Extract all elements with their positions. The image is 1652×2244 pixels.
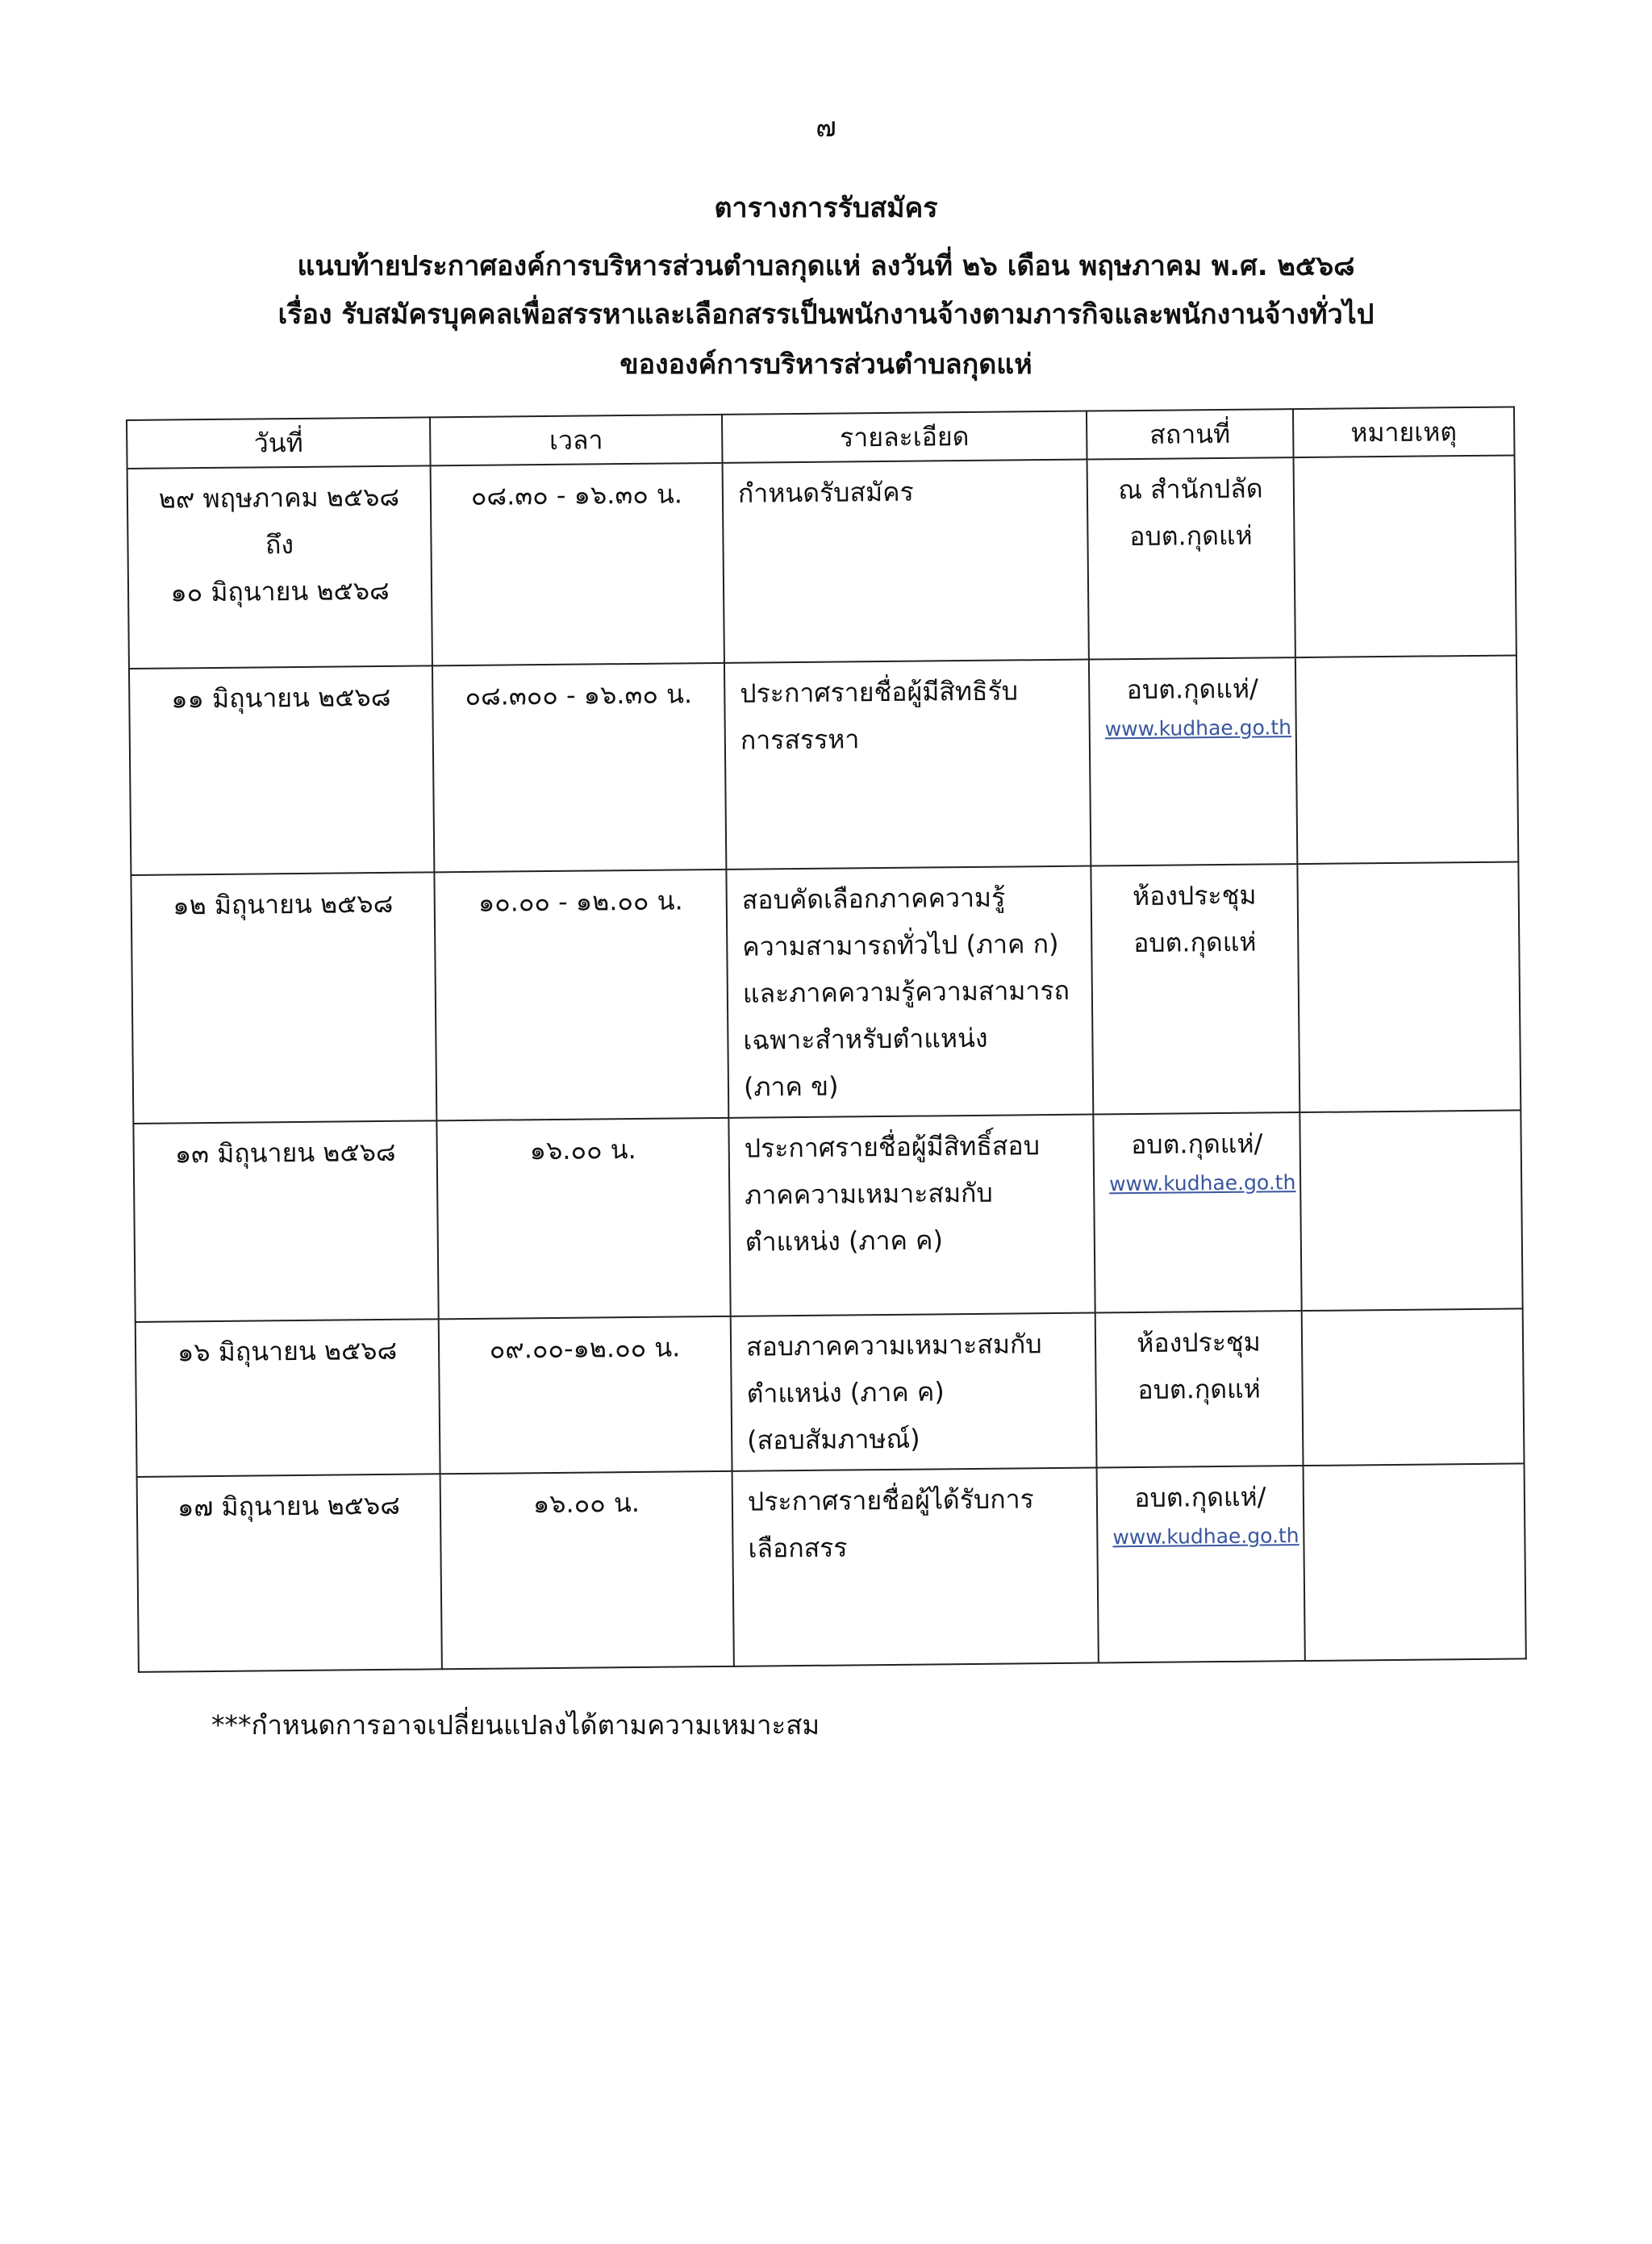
detail-text: สอบคัดเลือกภาคความรู้ [741,882,1006,916]
cell-detail [731,1313,1097,1471]
cell-place [1097,1466,1305,1662]
time-text: ๐๘.๓๐๐ - ๑๖.๓๐ น. [465,678,693,711]
detail-text: สอบภาคความเหมาะสมกับ [745,1328,1042,1362]
website-link[interactable]: www.kudhae.go.th [1104,715,1292,741]
time-text: ๑๐.๐๐ - ๑๒.๐๐ น. [478,885,683,918]
cell-place [1089,657,1297,865]
date-text: ๑๗ มิถุนายน ๒๕๖๘ [177,1489,401,1523]
date-text: ๑๒ มิถุนายน ๒๕๖๘ [173,887,394,921]
table-body [127,455,1526,1671]
time-text: ๑๖.๐๐ น. [532,1487,640,1520]
detail-text: ประกาศรายชื่อผู้ได้รับการ [747,1483,1034,1517]
detail-text: ประกาศรายชื่อผู้มีสิทธิ์สอบ [744,1130,1041,1164]
cell-time [431,463,724,665]
cell-note [1304,1463,1526,1661]
header-time: เวลา [430,415,723,465]
place-text: ห้องประชุม [1137,1326,1261,1359]
detail-text: กำหนดรับสมัคร [737,476,914,509]
header-place: สถานที่ [1087,409,1294,459]
header-note: หมายเหตุ [1293,407,1515,457]
date-text: ๑๓ มิถุนายน ๒๕๖๘ [174,1136,396,1170]
cell-place [1087,457,1295,659]
document-subtitle-announcement: แนบท้ายประกาศองค์การบริหารส่วนตำบลกุดแห่ ลงวันที่ ๒๖ เดือน พฤษภาคม พ.ศ. ๒๕๖๘ [297,250,1355,282]
cell-note [1295,655,1518,864]
cell-detail [728,1115,1095,1316]
table-row [129,655,1518,874]
cell-note [1299,1110,1522,1311]
cell-date [137,1474,442,1672]
date-text: ๑๖ มิถุนายน ๒๕๖๘ [177,1334,398,1368]
table-row [131,861,1521,1123]
cell-detail [732,1468,1099,1666]
cell-date [127,465,432,669]
place-text: ห้องประชุม [1132,879,1257,912]
cell-place [1093,1112,1301,1312]
cell-note [1302,1308,1525,1466]
place-text: อบต.กุดแห่ [1129,519,1253,553]
date-text: ๑๑ มิถุนายน ๒๕๖๘ [171,681,391,715]
document-subtitle-subject: เรื่อง รับสมัครบุคคลเพื่อสรรหาและเลือกสรรเป็นพนักงานจ้างตามภารกิจและพนักงานจ้างทั่วไป [277,298,1375,331]
cell-detail [723,460,1089,663]
place-text: อบต.กุดแห่/ [1126,673,1259,706]
page-number: ๗ [816,111,836,144]
detail-text: (ภาค ข) [743,1070,839,1103]
cell-date [133,1120,438,1322]
detail-text: เฉพาะสำหรับตำแหน่ง [743,1022,988,1056]
footnote: ***กำหนดการอาจเปลี่ยนแปลงได้ตามความเหมาะสม [211,1709,820,1741]
header-detail: รายละเอียด [722,411,1087,463]
table-row [137,1463,1526,1671]
cell-note [1294,455,1516,657]
table-row [133,1110,1522,1321]
cell-time [436,1118,730,1319]
website-link[interactable]: www.kudhae.go.th [1109,1170,1296,1196]
detail-text: และภาคความรู้ความสามารถ [742,974,1070,1009]
header-date: วันที่ [127,417,431,469]
website-link[interactable]: www.kudhae.go.th [1112,1524,1299,1550]
place-text: อบต.กุดแห่/ [1130,1128,1263,1161]
cell-time [434,870,728,1120]
cell-time [439,1316,732,1474]
date-text: ถึง [265,529,294,561]
detail-text: ตำแหน่ง (ภาค ค) [745,1224,944,1258]
detail-text: ภาคความเหมาะสมกับ [745,1177,993,1211]
detail-text: เลือกสรร [748,1532,848,1564]
place-text: อบต.กุดแห่ [1133,926,1257,959]
date-text: ๑๐ มิถุนายน ๒๕๖๘ [170,574,390,608]
cell-date [129,665,434,875]
detail-text: ความสามารถทั่วไป (ภาค ก) [742,928,1059,962]
place-text: ณ สำนักปลัด [1118,473,1263,506]
detail-text: (สอบสัมภาษณ์) [747,1423,920,1456]
cell-date [136,1319,440,1477]
table-row [127,455,1516,668]
time-text: ๑๖.๐๐ น. [529,1133,636,1166]
detail-text: การสรรหา [740,724,860,756]
document-subtitle-organization: ขององค์การบริหารส่วนตำบลกุดแห่ [620,348,1032,381]
schedule-table [126,406,1527,1672]
cell-time [432,663,726,872]
table-row [136,1308,1525,1477]
cell-time [440,1471,734,1669]
cell-date [131,872,436,1124]
cell-detail [726,866,1093,1118]
time-text: ๐๙.๐๐-๑๒.๐๐ น. [489,1332,681,1365]
cell-place [1091,864,1299,1114]
cell-detail [724,660,1091,870]
place-text: อบต.กุดแห่/ [1134,1481,1266,1514]
cell-note [1297,861,1521,1112]
date-text: ๒๙ พฤษภาคม ๒๕๖๘ [158,481,400,515]
document-title: ตารางการรับสมัคร [714,192,938,224]
detail-text: ตำแหน่ง (ภาค ค) [746,1376,945,1409]
time-text: ๐๘.๓๐ - ๑๖.๓๐ น. [470,478,683,511]
place-text: อบต.กุดแห่ [1137,1373,1261,1406]
cell-place [1095,1311,1304,1467]
detail-text: ประกาศรายชื่อผู้มีสิทธิรับ [740,675,1019,709]
